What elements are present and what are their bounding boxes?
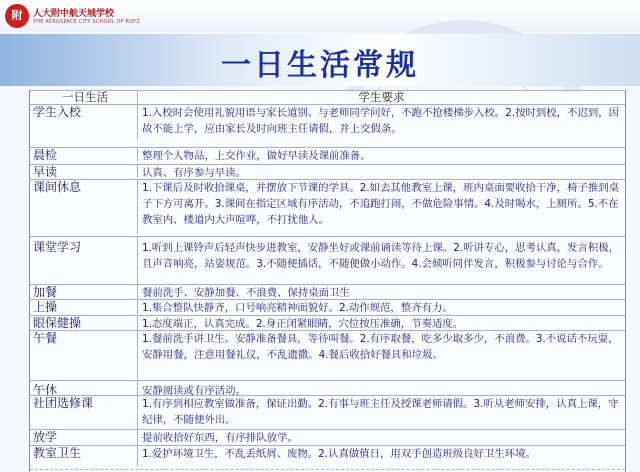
table-row: [30, 179, 625, 234]
row-item: 课间休息: [30, 180, 138, 234]
table-header: [30, 90, 625, 104]
row-item: 课堂学习: [30, 237, 138, 284]
table-row: [30, 236, 625, 284]
table-row: [30, 299, 625, 314]
header-requirement: 学生要求: [358, 91, 405, 104]
row-requirement: 安静阅读或有序活动。: [142, 385, 246, 395]
table-row: [30, 104, 625, 140]
row-item: 眼保健操: [30, 316, 138, 330]
header-item: 一日生活: [30, 91, 138, 104]
row-requirement: 餐前洗手、安静加餐、不浪费、保持桌面卫生: [142, 287, 350, 299]
row-requirement: 1.集合整队快静齐，口号响亮精神面貌好。2.动作规范，整齐有力。: [142, 302, 453, 314]
table-row: [30, 380, 625, 395]
row-item: 教室卫生: [30, 446, 138, 466]
row-requirement: 认真、有序参与早读。: [142, 167, 246, 178]
row-requirement: 1.餐前洗手讲卫生。安静准备餐具，等待叫餐。2.有序取餐，吃多少取多少，不浪费。3.不说话不玩耍，安静用餐，注意用餐礼仪，不乱遗撒。4.餐后收拾好餐具和垃圾。: [142, 333, 619, 361]
row-item: 学生入校: [30, 105, 138, 140]
row-item: 加餐: [30, 285, 138, 299]
row-requirement: 1.下课后及时收拾课桌，并摆放下节课的学具。2.如去其他教室上课，班内桌面要收拾干净，椅子推到桌子下方可离开。3.课间在指定区域有序活动，不追跑打闹，不做危险事情。4.及时喝水，上厕所。5.不在教室内、楼道内大声喧哗，不打扰他人。: [142, 182, 620, 226]
table-bottom-rule: [30, 469, 625, 470]
row-item: 放学: [30, 430, 138, 445]
table-row: [30, 147, 625, 161]
row-item: 午休: [30, 381, 138, 395]
row-requirement: 1.入校时会使用礼貌用语与家长道别、与老师同学问好，不跑不抢楼梯步入校。2.按时到校，不迟到，因故不能上学，应由家长及时向班主任请假，并上交假条。: [142, 107, 620, 135]
table-row: [30, 429, 625, 445]
table-row: [30, 395, 625, 429]
row-requirement: 1.有序到相应教室做准备，保证出勤。2.有事与班主任及授课老师请假。3.听从老师安排，认真上课，守纪律，不随便外出。: [142, 398, 619, 426]
row-requirement: 1.爱护环境卫生，不乱丢纸屑、废物。2.认真做值日，用双手创造班级良好卫生环境。: [142, 448, 536, 460]
rules-table: [29, 90, 626, 472]
table-row: [30, 284, 625, 299]
row-item: 晨检: [30, 148, 138, 161]
table-row: [30, 445, 625, 466]
school-crest-icon: 附: [5, 4, 29, 28]
row-requirement: 整理个人物品，上交作业，做好早读及课前准备。: [142, 150, 371, 161]
school-name: 人大附中航天城学校: [33, 9, 115, 19]
table-row: [30, 330, 625, 379]
school-subtitle: THE AEROSPACE CITY SCHOOL OF RDFZ: [33, 19, 140, 25]
row-item: 上操: [30, 300, 138, 314]
table-row: [30, 164, 625, 178]
row-requirement: 1.态度端正，认真完成。2.身正闭紧眼睛，穴位按压准确，节奏适度。: [142, 318, 464, 330]
table-row: [30, 315, 625, 330]
row-item: 午餐: [30, 331, 138, 379]
row-item: 社团选修课: [30, 396, 138, 429]
row-requirement: 提前收拾好东西，有序排队放学。: [142, 432, 298, 444]
row-requirement: 1.听到上课铃声后轻声快步进教室，安静坐好或课前诵读等待上课。2.听讲专心，思考认真，发言积极，且声音响亮，站姿规范。3.不随便插话，不随便做小动作。4.会倾听同伴发言，积极参与讨论与合作。: [142, 242, 620, 270]
row-item: 早读: [30, 165, 138, 178]
page-title: 一日生活常规: [221, 48, 419, 83]
